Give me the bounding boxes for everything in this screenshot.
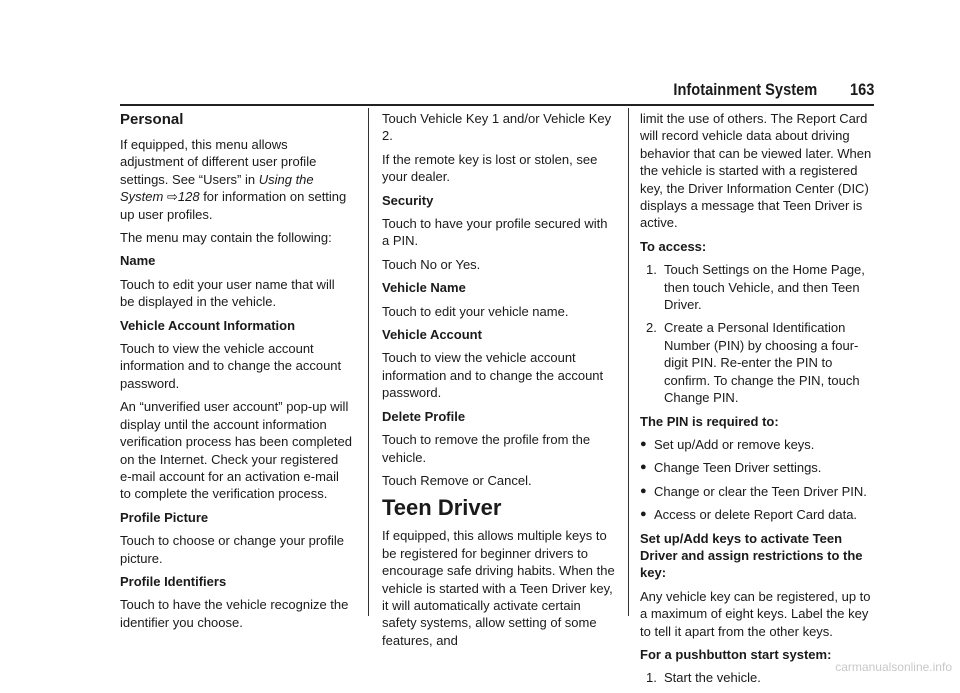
bullet-text: Access or delete Report Card data. bbox=[654, 507, 858, 523]
vehicle-key-text: Touch Vehicle Key 1 and/or Vehicle Key 2. bbox=[382, 111, 612, 144]
section-title: Infotainment System bbox=[673, 80, 818, 99]
vehicle-name-text: Touch to edit your vehicle name. bbox=[382, 303, 569, 319]
profile-identifiers-text: Touch to have the vehicle recognize the identifier you choose. bbox=[120, 597, 349, 630]
profile-picture-text: Touch to choose or change your profile picture. bbox=[120, 533, 345, 566]
personal-intro bbox=[120, 136, 352, 223]
name-text: Touch to edit your user name that will be displayed in the vehicle. bbox=[120, 276, 335, 310]
bullet-text: Change or clear the Teen Driver PIN. bbox=[654, 483, 867, 499]
any-key-text: Any vehicle key can be registered, up to a maximum of eight keys. Label the key to tell it apart from the other keys. bbox=[640, 588, 871, 639]
security-heading: Security bbox=[382, 192, 434, 208]
vai-heading: Vehicle Account Information bbox=[120, 317, 296, 333]
teen-driver-text: If equipped, this allows multiple keys to be registered for beginner drivers to encourage safe driving habits. When the vehicle is started with a Teen Driver key, it will automatically activate certain safety systems, allow setting of some features, and bbox=[382, 528, 615, 648]
profile-picture-heading: Profile Picture bbox=[120, 509, 209, 525]
using-system-link[interactable]: Using the System bbox=[120, 171, 314, 205]
header-rule bbox=[120, 104, 874, 106]
pin-required-heading: The PIN is required to: bbox=[640, 413, 779, 429]
to-access-heading: To access: bbox=[640, 238, 707, 254]
name-heading: Name bbox=[120, 253, 156, 269]
security-text: Touch to have your profile secured with a PIN. bbox=[382, 216, 608, 249]
page-header bbox=[650, 80, 874, 100]
delete-profile-text: Touch to remove the profile from the vehicle. bbox=[382, 432, 591, 465]
bullet-icon: ● bbox=[640, 437, 647, 450]
list-item bbox=[640, 506, 874, 523]
page-ref[interactable]: 128 bbox=[177, 189, 200, 205]
list-item bbox=[640, 459, 874, 476]
list-item bbox=[640, 261, 874, 313]
bullet-icon: ● bbox=[640, 508, 647, 521]
delete-profile-text-2: Touch Remove or Cancel. bbox=[382, 472, 532, 488]
column-3 bbox=[640, 110, 874, 693]
step-text: Touch Settings on the Home Page, then touch Vehicle, and then Teen Driver. bbox=[664, 262, 865, 313]
intro-post: for information on setting up user profiles. bbox=[120, 189, 347, 222]
step-number: 1. bbox=[646, 670, 657, 686]
menu-intro: The menu may contain the following: bbox=[120, 230, 332, 246]
step-text: Create a Personal Identification Number (PIN) by choosing a four-digit PIN. Re-enter the PIN to confirm. To change the PIN, touch Change PIN. bbox=[664, 320, 860, 406]
personal-heading: Personal bbox=[120, 111, 184, 128]
vehicle-account-heading: Vehicle Account bbox=[382, 327, 482, 343]
bullet-icon: ● bbox=[640, 484, 647, 497]
list-item bbox=[640, 436, 874, 453]
column-divider bbox=[628, 108, 629, 616]
teen-driver-continued: limit the use of others. The Report Card will record vehicle data about driving behavior that can be viewed later. When the vehicle is started with a registered key, the Driver Information Center (DIC) displays a message that Teen Driver is active. bbox=[640, 111, 872, 231]
step-number: 1. bbox=[646, 262, 657, 278]
intro-text: If equipped, this menu allows adjustment of different user profile settings. See “Users” in bbox=[120, 137, 317, 187]
lost-key-text: If the remote key is lost or stolen, see your dealer. bbox=[382, 151, 598, 185]
bullet-icon: ● bbox=[640, 461, 647, 474]
vehicle-name-heading: Vehicle Name bbox=[382, 280, 466, 296]
teen-driver-heading: Teen Driver bbox=[382, 495, 502, 521]
column-1 bbox=[120, 110, 352, 637]
step-number: 2. bbox=[646, 320, 657, 336]
column-2 bbox=[382, 110, 618, 655]
unverified-text: An “unverified user account” pop-up will display until the account information verification process has been completed on the Internet. Check your registered e-mail account for an activation e-mail to complete the verification process. bbox=[120, 399, 352, 502]
step-text: Start the vehicle. bbox=[664, 670, 761, 686]
vai-text: Touch to view the vehicle account information and to change the account password. bbox=[120, 341, 342, 391]
list-item bbox=[640, 319, 874, 406]
security-text-2: Touch No or Yes. bbox=[382, 256, 481, 272]
page-ref-arrow-icon: ⇨ bbox=[166, 189, 178, 205]
page-number: 163 bbox=[849, 80, 874, 99]
vehicle-account-text: Touch to view the vehicle account information and to change the account password. bbox=[382, 350, 604, 401]
list-item bbox=[640, 483, 874, 500]
setup-heading: Set up/Add keys to activate Teen Driver and assign restrictions to the key: bbox=[640, 530, 863, 581]
column-divider bbox=[368, 108, 369, 616]
pushbutton-heading: For a pushbutton start system: bbox=[640, 646, 832, 662]
delete-profile-heading: Delete Profile bbox=[382, 408, 466, 424]
profile-identifiers-heading: Profile Identifiers bbox=[120, 573, 227, 589]
bullet-text: Set up/Add or remove keys. bbox=[654, 436, 815, 452]
bullet-text: Change Teen Driver settings. bbox=[654, 460, 822, 476]
watermark: carmanualsonline.info bbox=[835, 660, 952, 674]
